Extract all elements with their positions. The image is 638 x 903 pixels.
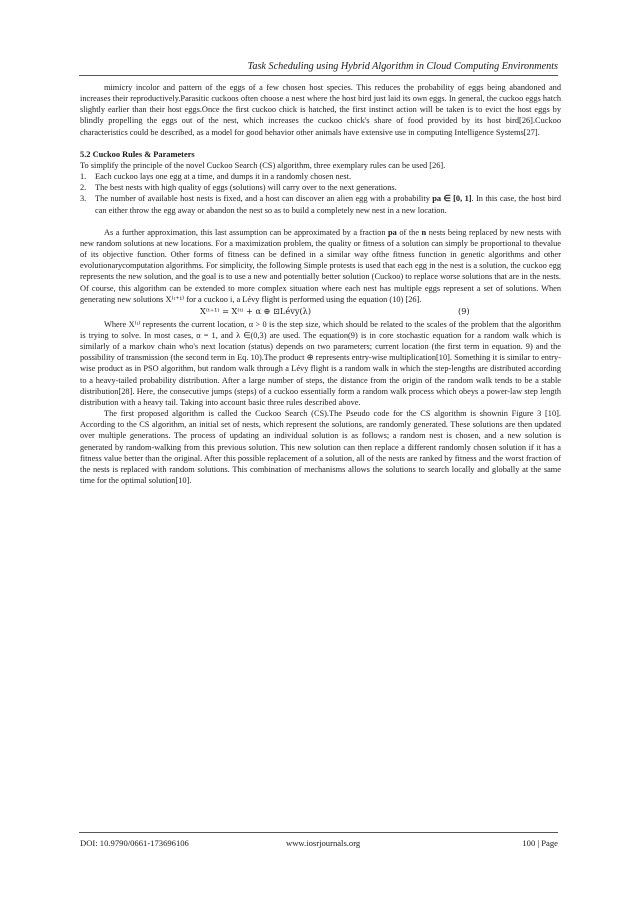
- paragraph-approximation: [80, 227, 561, 305]
- n-term: n: [421, 227, 427, 237]
- list-item: [80, 171, 561, 182]
- list-item: [80, 182, 561, 193]
- spacer: [80, 216, 561, 227]
- paragraph-pseudocode: The first proposed algorithm is called the Cuckoo Search (CS).The Pseudo code for the CS algorithm is shownin Figure 3 [10]. According to the CS algorithm, an initial set of nests, which represent the solutions, are randomly generated. These solutions are then updated over multiple generations. The process of updating an individual solution is as follows; a random nest is chosen, and a new solution is generated by random-walking from this previous solution. This new solution can then replace a different randomly chosen solution if it has a fitness value better than the original. After this possible replacement of a solution, all of the nests are ranked by fitness and the worst fraction of the nests is replaced with random solutions. This combination of mechanisms allows the solutions to search locally and globally at the same time for the optimal solution[10].: [80, 409, 561, 486]
- text-run: As a further approximation, this last assumption can be approximated by a fraction: [104, 227, 389, 237]
- running-header: Task Scheduling using Hybrid Algorithm in Cloud Computing Environments: [247, 61, 558, 72]
- article-body: [80, 82, 561, 486]
- rules-list: [80, 171, 561, 216]
- paragraph-where: Where X⁽ᵗ⁾ represents the current location, α > 0 is the step size, which should be related to the scales of the problem that the algorithm is trying to solve. In most cases, α = 1, and λ ∈(0,3) are used. The equation(9) is in core stochastic equation for a random walk which is similarly of a markov chain who's next location (status) depends on two parameters; current location (the first term in equation. 9) and the possibility of transmission (the second term in Eq. 10).The product ⊕ represents entry-wise multiplication[10]. Something it is similar to entry-wise product as in PSO algorithm, but random walk through a Lévy flight is a random walk in which the step-lengths are distributed according to a heavy-tailed probability distribution. After a large number of steps, the distance from the origin of the random walk tends to be a stable distribution[28]. Here, the consecutive jumps (steps) of a cuckoo essentially form a random walk process which obeys a power-law step length distribution with a heavy tail. Taking into account basic three rules described above.: [80, 319, 561, 407]
- equation-9: [80, 306, 561, 318]
- text-run: nests being replaced by new nests with new random solutions at new locations. For a maximization problem, the quality or fitness of a solution can simply be proportional to thevalue of its objective function. Other forms of fitness can be defined in a similar way ofthe fitness function in genetic algorithms and other evolutionarycomputation algorithms. For simplicity, the following Simple protests is used that each egg in the nest is a solution, the cuckoo egg represents the new solution, and the goal is to use a new and potentially better solution (Cuckoo) to replace worse solutions that are in the nests. Of course, this algorithm can be extended to more complex situation where each nest has multiple eggs represent a set of solutions. When generating new solutions X⁽ᵗ⁺¹⁾ for a cuckoo i, a Lévy flight is performed using the equation (10) [26].: [80, 227, 562, 304]
- footer-page-number: 100 | Page: [522, 838, 558, 848]
- list-item-text: . In this case, the host bird can either throw the egg away or abandon the nest so as to build a completely new nest in a new location.: [95, 194, 561, 215]
- section-heading: 5.2 Cuckoo Rules & Parameters: [80, 149, 195, 159]
- list-item-number: 3.: [80, 194, 87, 204]
- footer-website: www.iosrjournals.org: [286, 838, 361, 848]
- pa-term: pa: [388, 227, 397, 237]
- text-run: of the: [396, 227, 422, 237]
- equation-expression: X⁽ᵗ⁺¹⁾ = X⁽ᵗ⁾ + α ⊕ ⊡Lévy(λ): [200, 305, 312, 316]
- paragraph-intro: mimicry incolor and pattern of the eggs of a few chosen host species. This reduces the probability of eggs being abandoned and increases their reproductively.Parasitic cuckoos often choose a nest where the host bird just laid its own eggs. In general, the cuckoo eggs hatch slightly earlier than their host eggs.Once the first cuckoo chick is hatched, the first instinct action will be taken is to evict the host eggs by blindly propelling the eggs out of the nest, which increases the cuckoo chick's share of food provided by its host bird[26].Cuckoo characteristics could be described, as a model for good behavior other animals have extensive use in computing Intelligence Systems[27].: [80, 83, 561, 137]
- probability-term: pa ∈ [0, 1]: [432, 194, 472, 204]
- list-item-text: The number of available host nests is fixed, and a host can discover an alien egg with a probability: [95, 194, 433, 204]
- list-item: [80, 193, 561, 215]
- list-item-number: 2.: [80, 183, 87, 193]
- footer-doi: DOI: 10.9790/0661-173696106: [80, 838, 189, 848]
- rules-intro: To simplify the principle of the novel Cuckoo Search (CS) algorithm, three exemplary rules can be used [26].: [80, 160, 446, 170]
- spacer: [80, 138, 561, 149]
- equation-number: (9): [458, 305, 470, 316]
- header-rule: [79, 75, 558, 76]
- list-item-text: The best nests with high quality of eggs (solutions) will carry over to the next generations.: [95, 183, 397, 193]
- list-item-text: Each cuckoo lays one egg at a time, and dumps it in a randomly chosen nest.: [95, 172, 352, 182]
- list-item-number: 1.: [80, 172, 87, 182]
- footer-rule: [79, 832, 558, 833]
